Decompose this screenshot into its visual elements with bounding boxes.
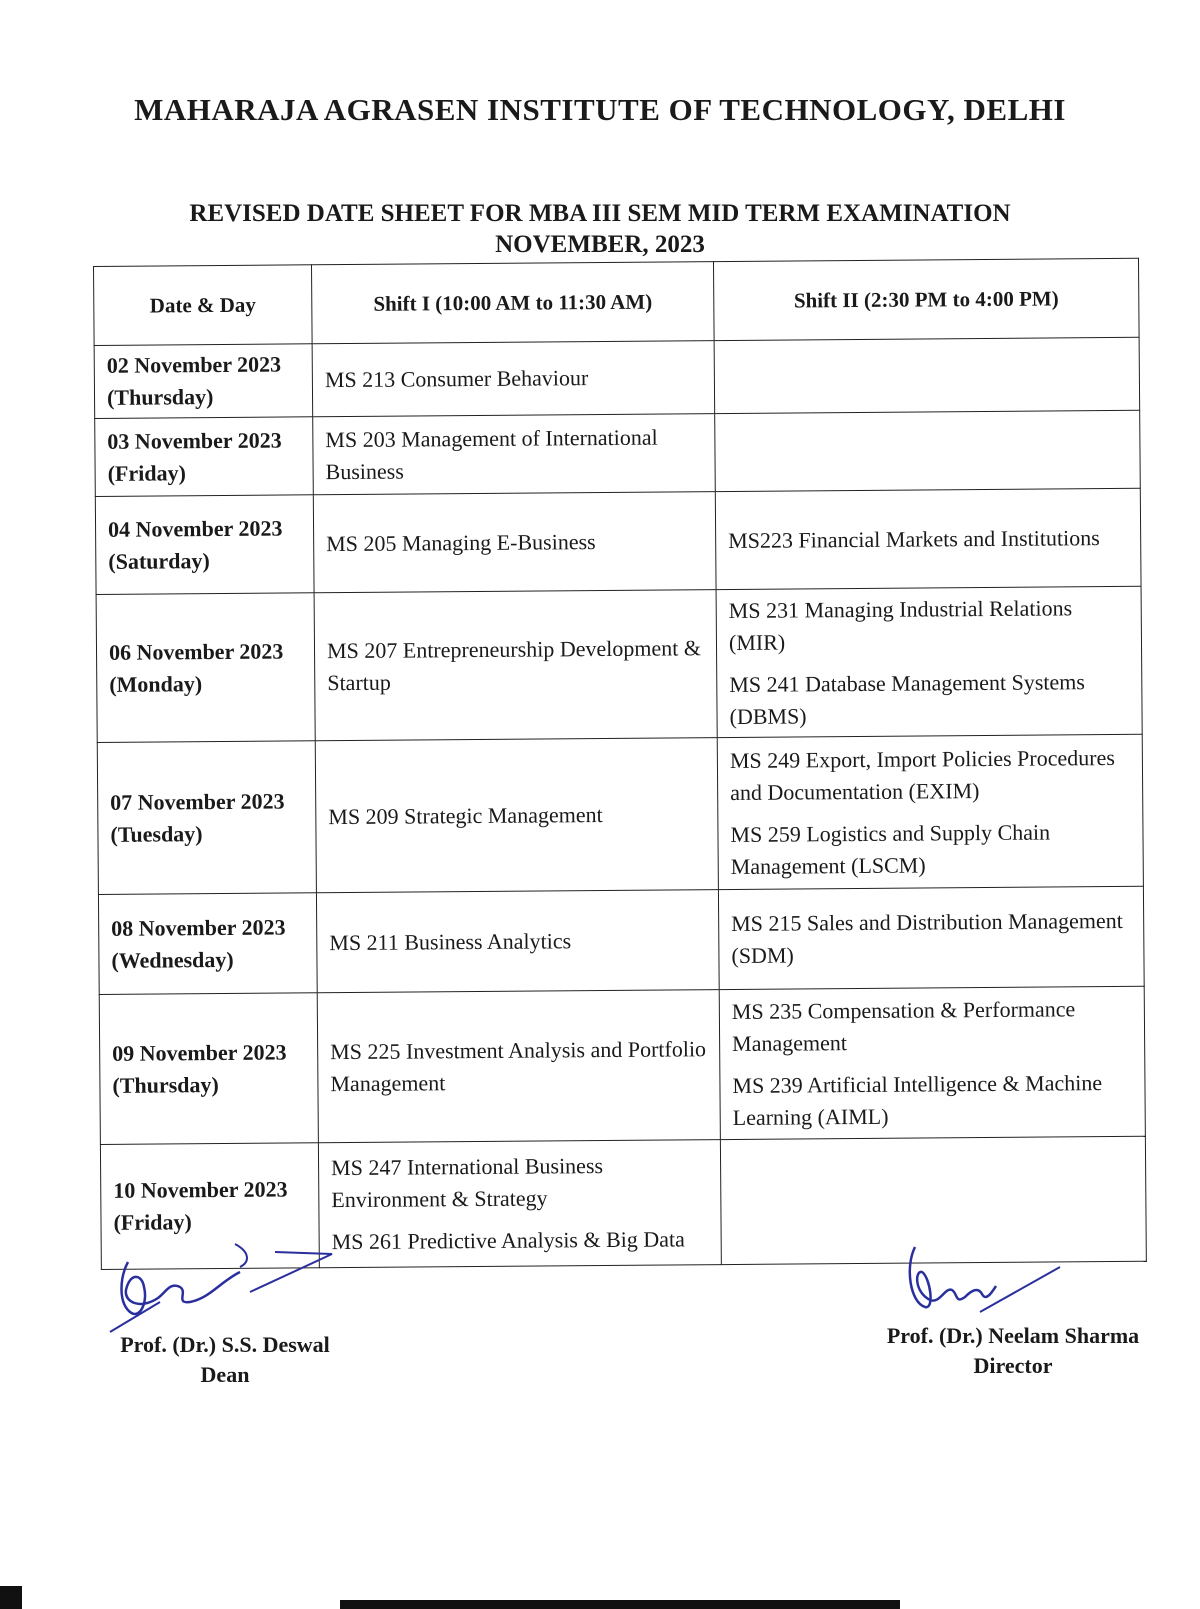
exam-date: 09 November 2023: [112, 1039, 287, 1066]
subject-entry: MS 225 Investment Analysis and Portfolio Management: [330, 1035, 707, 1096]
table-row: [95, 410, 1141, 496]
table-row: [99, 986, 1145, 1144]
exam-date: 07 November 2023: [110, 788, 285, 815]
shift-2-cell: [716, 586, 1142, 737]
exam-day: (Thursday): [106, 384, 214, 410]
dean-signature: [100, 1232, 350, 1342]
date-day-cell: [97, 741, 316, 895]
exam-date: 02 November 2023: [106, 351, 282, 378]
exam-date: 08 November 2023: [111, 914, 286, 941]
director-name: Prof. (Dr.) Neelam Sharma: [886, 1323, 1140, 1348]
date-day-cell: [95, 495, 314, 595]
shift-1-cell: [315, 738, 718, 893]
shift-1-cell: [314, 590, 717, 741]
exam-day: (Friday): [113, 1209, 192, 1235]
subject-entry: MS 239 Artificial Intelligence & Machine Learning (AIML): [732, 1069, 1103, 1130]
exam-day: (Thursday): [112, 1071, 219, 1098]
subject-entry: MS 261 Predictive Analysis & Big Data: [331, 1226, 685, 1255]
subject-entry: MS 205 Managing E-Business: [326, 528, 596, 556]
shift-1-cell: [313, 414, 716, 495]
shift-2-cell: [715, 488, 1141, 589]
shift-1-cell: [318, 1140, 721, 1268]
exam-date: 03 November 2023: [107, 427, 282, 454]
subject-entry: MS 213 Consumer Behaviour: [324, 365, 589, 393]
title-line-2: NOVEMBER, 2023: [495, 231, 705, 258]
subject-entry: MS 211 Business Analytics: [329, 927, 572, 955]
dean-signatory: [105, 1330, 345, 1390]
subject-entry: MS 231 Managing Industrial Relations (MIR): [728, 594, 1073, 655]
subject-entry: MS 247 International Business Environment & Strategy: [330, 1153, 604, 1213]
shift-1-cell: [316, 890, 719, 993]
exam-day: (Friday): [107, 459, 186, 486]
subject-entry: MS 209 Strategic Management: [328, 801, 603, 829]
table-row: [95, 488, 1141, 594]
scan-edge-mark-left: [0, 1586, 22, 1609]
date-day-cell: [96, 593, 315, 743]
exam-date: 06 November 2023: [108, 638, 284, 665]
table-row: [98, 886, 1144, 994]
subject-entry: MS 215 Sales and Distribution Management (SDM): [731, 907, 1123, 968]
exam-day: (Wednesday): [111, 946, 234, 973]
table-row: [94, 337, 1140, 418]
director-signature: [900, 1242, 1070, 1322]
header-date-day: Date & Day: [94, 265, 313, 346]
shift-2-cell: [714, 337, 1140, 413]
exam-schedule-table: [93, 258, 1147, 1270]
shift-1-cell: [313, 492, 716, 593]
header-shift-1: Shift I (10:00 AM to 11:30 AM): [311, 262, 714, 344]
document-title: [0, 198, 1200, 260]
header-shift-2: Shift II (2:30 PM to 4:00 PM): [713, 258, 1139, 340]
date-day-cell: [95, 417, 314, 497]
title-line-1: REVISED DATE SHEET FOR MBA III SEM MID TERM EXAMINATION: [189, 200, 1011, 227]
shift-1-cell: [312, 341, 715, 417]
table-row: [96, 586, 1142, 742]
exam-day: (Saturday): [108, 547, 210, 574]
director-signatory: [868, 1321, 1158, 1381]
shift-1-cell: [317, 990, 720, 1143]
subject-entry: MS 259 Logistics and Supply Chain Management (LSCM): [730, 819, 1051, 879]
date-day-cell: [98, 893, 317, 995]
director-designation: Director: [973, 1353, 1053, 1378]
date-day-cell: [94, 344, 313, 419]
shift-2-cell: [719, 986, 1145, 1139]
table-header-row: [94, 258, 1140, 345]
subject-entry: MS 203 Management of International Business: [325, 424, 658, 484]
date-day-cell: [99, 993, 318, 1145]
subject-entry: MS 235 Compensation & Performance Management: [731, 995, 1076, 1056]
exam-day: (Monday): [109, 670, 203, 697]
subject-entry: MS 249 Export, Import Policies Procedures and Documentation (EXIM): [729, 744, 1115, 805]
dean-designation: Dean: [200, 1362, 250, 1387]
subject-entry: MS 207 Entrepreneurship Development & Startup: [326, 634, 702, 695]
subject-entry: MS223 Financial Markets and Institutions: [728, 524, 1100, 553]
shift-2-cell: [715, 410, 1141, 491]
exam-date: 10 November 2023: [113, 1176, 288, 1203]
shift-2-cell: [718, 886, 1144, 989]
institute-name: MAHARAJA AGRASEN INSTITUTE OF TECHNOLOGY, DELHI: [134, 92, 1066, 127]
scan-edge-mark-bottom: [340, 1600, 900, 1609]
exam-day: (Tuesday): [110, 820, 203, 847]
dean-name: Prof. (Dr.) S.S. Deswal: [120, 1332, 330, 1357]
table-row: [97, 734, 1143, 894]
exam-date: 04 November 2023: [107, 515, 283, 542]
subject-entry: MS 241 Database Management Systems (DBMS): [729, 668, 1085, 729]
shift-2-cell: [717, 734, 1143, 889]
